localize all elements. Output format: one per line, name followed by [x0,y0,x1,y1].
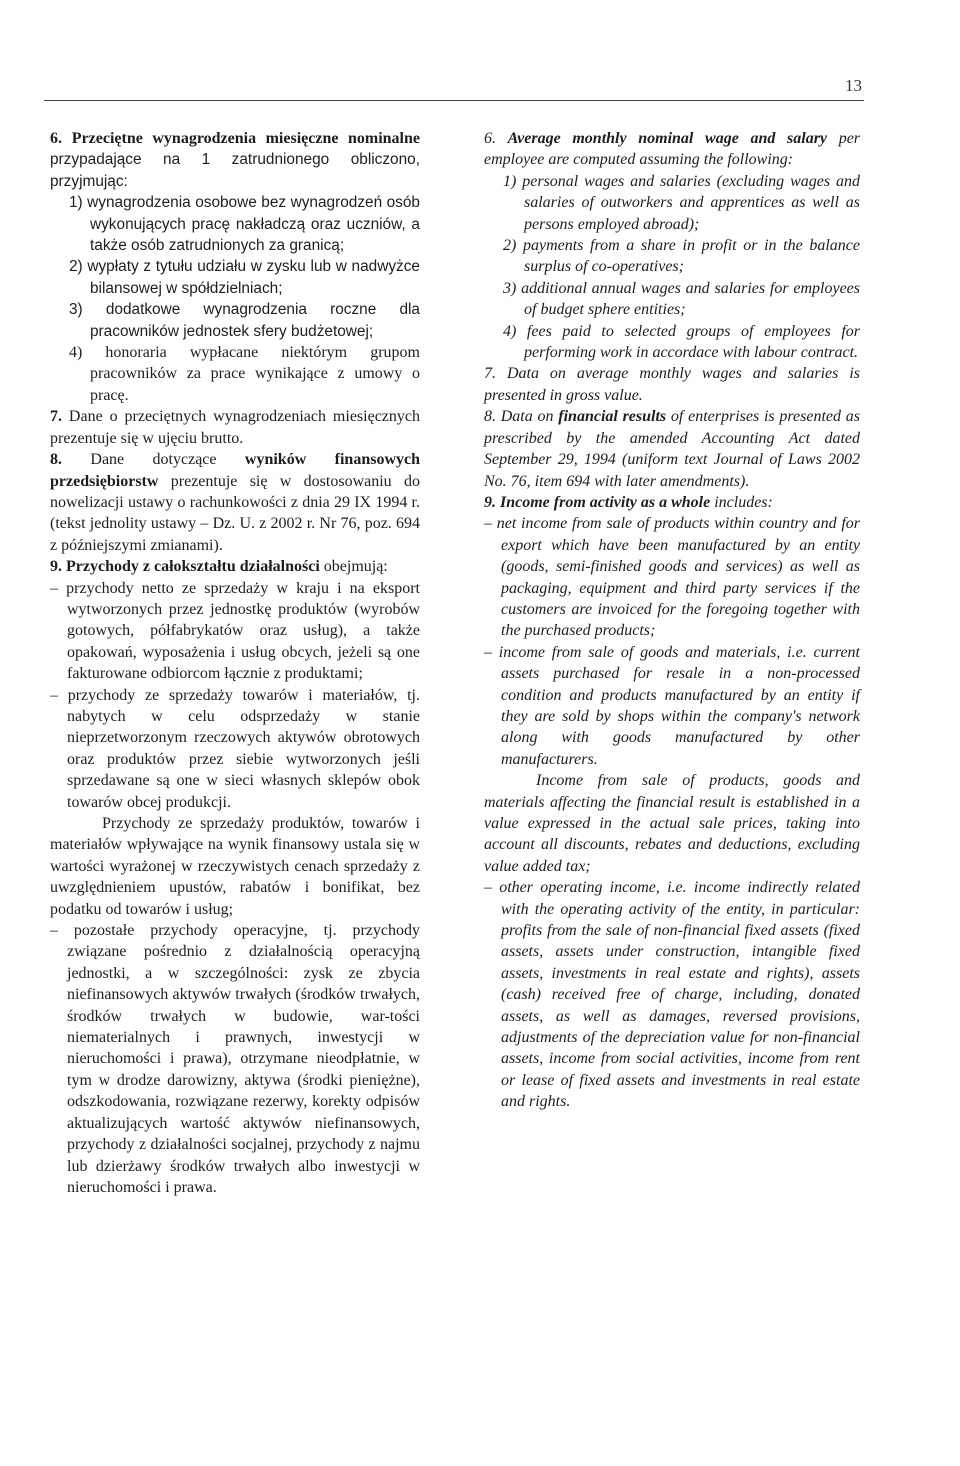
section-9-heading: Przychody z całokształtu działalności [66,558,320,576]
section-9-other-income-en: – other operating income, i.e. income indirectly related with the operating activity of the entity, in particular: profits from the sale of non-financial fixed assets (fixed assets, assets under construction, intangible fixed assets, investments in real estate and rights), assets (cash) received free of charge, including, donated assets, as well as damages, reversed provisions, adjustments of the depreciation value for non-financial assets, income from social activities, income from rent or lease of fixed assets and investments in real estate and rights. [484,879,860,1111]
section-7-pl [50,406,420,449]
section-9-item-1-en: – net income from sale of products within country and for export which have been manufactured by an entity (goods, semi-finished goods and services) as well as packaging, equipment and third party services if the customers are invoiced for the foregoing together with the purchased products; [484,515,860,640]
section-6-item-1-en: 1) personal wages and salaries (excluding wages and salaries of outworkers and apprentices as well as persons employed abroad); [503,172,860,233]
section-9-item-1: – przychody netto ze sprzedaży w kraju i na eksport wytworzonych przez jednostkę produktów (wyrobów gotowych, półfabrykatów oraz usług), a także opakowań, wyposażenia i usług obcych, jeżeli są one fakturowane odbiorcom łącznie z produktami; [50,579,420,683]
section-6-text: przypadające na 1 zatrudnionego obliczono, przyjmując: [50,151,420,190]
section-8-en [484,406,860,492]
section-6-item-4-en: 4) fees paid to selected groups of employees for performing work in accordace with labour contract. [503,322,860,362]
section-8-pl [50,449,420,556]
section-8-number: 8. [50,451,62,469]
section-6-item-4: 4) honoraria wypłacane niektórym grupom pracowników za prace wynikające z umowy o pracę. [69,344,420,404]
header-rule [44,100,864,101]
section-6-item-3: 3) dodatkowe wynagrodzenia roczne dla pracowników jednostek sfery budżetowej; [69,301,420,340]
section-6-item-1: 1) wynagrodzenia osobowe bez wynagrodzeń osób wykonujących pracę nakładczą oraz uczniów, a także osób zatrudnionych za granicą; [69,194,420,255]
section-6-en [484,128,860,171]
section-7-text: Dane o przeciętnych wynagrodzeniach miesięcznych prezentuje się w ujęciu brutto. [50,408,420,447]
section-6-number-en: 6. [484,130,496,147]
page-number: 13 [845,76,862,95]
section-8-number-en: 8. [484,408,496,426]
section-8-text-en: of enterprises is presented as prescribed by the amended Accounting Act dated September 29, 1994 (uniform text Journal of Laws 2002 No. 76, item 694 with later amendments). [484,408,860,490]
section-8-pre-en: Data on [496,408,559,426]
section-9-other-income: – pozostałe przychody operacyjne, tj. przychody związane pośrednio z działalnością operacyjną jednostki, a w szczególności: zysk ze zbycia niefinansowych aktywów trwałych (środków trwałych, środków trwałych w budowie, war-tości niematerialnych i prawnych, inwestycji w nieruchomości i prawa), otrzymane nieodpłatnie, w tym w drodze darowizny, aktywa (środki pieniężne), odszkodowania, rozwiązane rezerwy, korekty odpisów aktualizujących wartość aktywów niefinansowych, przychody z działalności socjalnej, przychody z najmu lub dzierżawy środków trwałych albo inwestycji w nieruchomości i prawa. [50,922,420,1196]
section-6-heading: Przeciętne wynagrodzenia miesięczne nominalne [71,130,420,147]
section-7-en [484,363,860,406]
section-9-text: obejmują: [319,558,388,576]
section-9-paragraph-en: Income from sale of products, goods and materials affecting the financial result is established in a value expressed in the actual sale prices, taking into account all discounts, rebates and deductions, excluding value added tax; [484,772,860,875]
section-7-number: 7. [50,408,62,426]
english-column [484,128,860,1113]
section-8-text: prezentuje się w dostosowaniu do nowelizacji ustawy o rachunkowości z dnia 29 IX 1994 r. (tekst jednolity ustawy – Dz. U. z 2002 r. Nr 76, poz. 694 z późniejszymi zmianami). [50,472,420,554]
section-9-item-2: – przychody ze sprzedaży towarów i materiałów, tj. nabytych w celu odsprzedaży w stanie nieprzetworzonym rzeczowych aktywów obrotowych oraz produktów przez siebie wytworzonych jeśli sprzedawane są one w sieci własnych sklepów obok towarów obcej produkcji. [50,686,420,811]
section-6-item-2: 2) wypłaty z tytułu udziału w zysku lub w nadwyżce bilansowej w spółdzielniach; [69,258,420,297]
section-9-paragraph: Przychody ze sprzedaży produktów, towarów i materiałów wpływające na wynik finansowy ustala się w wartości wyrażonej w rzeczywistych cenach sprzedaży z uwzględnieniem upustów, rabatów i bonifikat, bez podatku od towarów i usług; [50,815,420,918]
section-9-en [484,492,860,513]
section-9-number-en: 9. [484,493,496,511]
section-6-item-3-en: 3) additional annual wages and salaries for employees of budget sphere entities; [503,279,860,319]
section-6-heading-en: Average monthly nominal wage and salary [507,130,828,147]
section-6-item-2-en: 2) payments from a share in profit or in the balance surplus of co-operatives; [503,237,860,276]
section-8-pre: Dane dotyczące [62,451,245,469]
section-8-heading: wyników finansowych przedsiębiorstw [50,451,421,490]
section-9-number: 9. [50,558,62,576]
section-9-pl [50,556,420,577]
section-7-text-en: Data on average monthly wages and salaries is presented in gross value. [484,365,860,404]
section-7-number-en: 7. [484,365,496,383]
section-6-number: 6. [50,130,62,147]
section-8-heading-en: financial results [558,408,667,426]
section-6-pl [50,128,420,192]
section-9-heading-en: Income from activity as a whole [500,493,711,511]
section-9-item-2-en: – income from sale of goods and materials, i.e. current assets purchased for resale in a non-processed condition and products manufactured by an entity if they are sold by shops within the company's network along with goods manufactured by other manufacturers. [484,643,860,768]
section-6-text-en: per employee are computed assuming the following: [484,130,861,169]
section-9-text-en: includes: [710,493,773,511]
polish-column [50,128,420,1198]
